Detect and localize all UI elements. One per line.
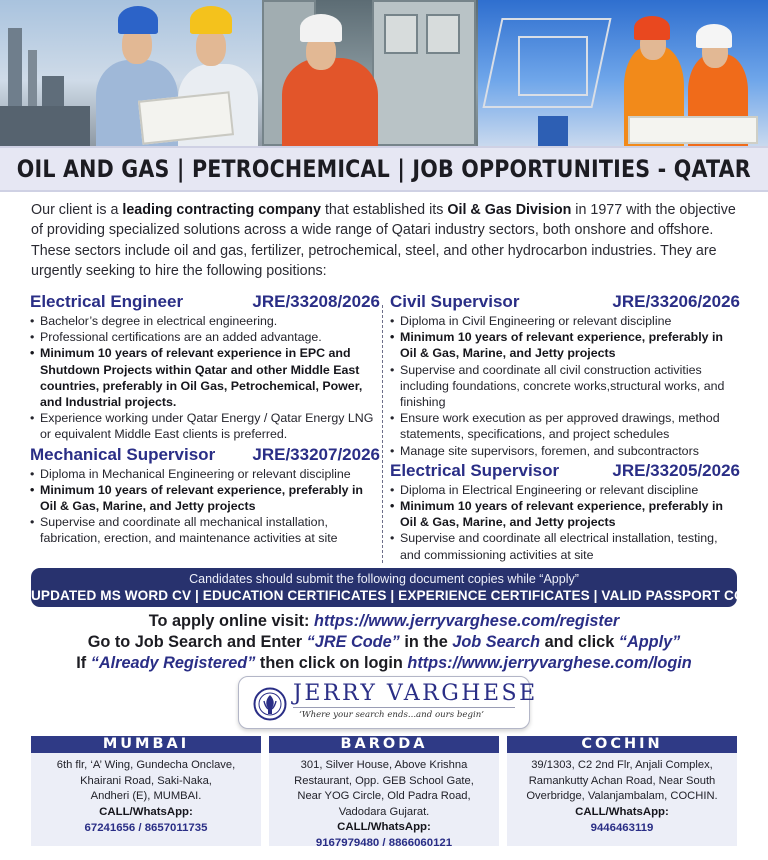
job-requirements xyxy=(30,313,380,443)
requirement-item: • Diploma in Civil Engineering or relevant discipline xyxy=(390,313,740,329)
construction-workers-photo xyxy=(478,0,768,146)
apply-line-search: Go to Job Search and Enter “JRE Code” in the Job Search and click “Apply” xyxy=(87,633,681,651)
office-phone[interactable]: 67241656 / 8657011735 xyxy=(84,821,208,834)
office-phone[interactable]: 9167979480 / 8866060121 xyxy=(315,837,453,849)
column-divider xyxy=(382,305,383,563)
requirement-item: • Diploma in Mechanical Engineering or relevant discipline xyxy=(30,466,380,482)
login-link[interactable]: https://www.jerryvarghese.com/login xyxy=(407,654,692,672)
job-requirements xyxy=(390,313,740,459)
office-city: COCHIN xyxy=(507,736,737,753)
job-title: Civil Supervisor xyxy=(390,292,520,311)
requirement-item: • Minimum 10 years of relevant experience in EPC and Shutdown Projects within Qatar and other Middle East countries, preferably in Oil Gas, Petrochemical, Power, and Industrial projects. xyxy=(30,345,380,410)
job-title: Electrical Supervisor xyxy=(390,460,560,480)
intro-paragraph: Our client is a leading contracting company that established its Oil & Gas Division in 1977 with the objective of providing specialized solutions across a wide range of Qatari industry sectors, both onshore and offshore. These sectors include oil and gas, fertilizer, petrochemical, steel, and other hydrocarbon industries. They are urgently seeking to hire the following positions: xyxy=(31,202,736,279)
job-code: JRE/33208/2026 xyxy=(252,292,380,311)
logo-rule xyxy=(293,707,515,708)
control-panel-photo xyxy=(262,0,478,146)
requirement-item: • Professional certifications are an added advantage. xyxy=(30,329,380,345)
positions-section xyxy=(24,291,742,563)
requirement-item: • Supervise and coordinate all electrical installation, testing, and commissioning activities at site xyxy=(390,530,740,562)
job-posting xyxy=(30,444,380,547)
jerry-varghese-logo xyxy=(238,676,538,729)
job-posting xyxy=(390,460,740,563)
requirement-item: • Manage site supervisors, foremen, and subcontractors xyxy=(390,443,740,459)
requirement-item: • Diploma in Electrical Engineering or relevant discipline xyxy=(390,482,740,498)
requirement-item: • Ensure work execution as per approved drawings, method statements, specifications, and project schedules xyxy=(390,410,740,442)
office-call-label: CALL/WhatsApp: xyxy=(99,805,193,818)
requirement-item: • Bachelor’s degree in electrical engineering. xyxy=(30,313,380,329)
job-code: JRE/33205/2026 xyxy=(612,460,740,480)
jerry-varghese-emblem-icon xyxy=(253,687,287,721)
apply-line-register: To apply online visit: https://www.jerryvarghese.com/register xyxy=(148,612,620,630)
office-city: MUMBAI xyxy=(31,736,261,753)
requirement-item: • Supervise and coordinate all mechanical installation, fabrication, erection, and maintenance activities at site xyxy=(30,514,380,546)
photo-banner xyxy=(0,0,768,146)
refinery-photo xyxy=(0,0,262,146)
documents-box xyxy=(31,568,763,607)
requirement-item: • Minimum 10 years of relevant experience, preferably in Oil & Gas, Marine, and Jetty projects xyxy=(30,482,380,514)
positions-right-column xyxy=(390,291,740,564)
office-mumbai xyxy=(31,736,261,846)
job-requirements xyxy=(30,466,380,547)
requirement-item: • Minimum 10 years of relevant experience, preferably in Oil & Gas, Marine, and Jetty projects xyxy=(390,329,740,361)
documents-intro: Candidates should submit the following document copies while “Apply” xyxy=(189,572,579,586)
register-link[interactable]: https://www.jerryvarghese.com/register xyxy=(314,612,620,630)
job-header xyxy=(390,460,740,482)
office-address: 301, Silver House, Above Krishna Restaurant, Opp. GEB School Gate, Near YOG Circle, Old Padra Road, Vadodara Gujarat. xyxy=(294,759,474,818)
documents-list: UPDATED MS WORD CV | EDUCATION CERTIFICATES | EXPERIENCE CERTIFICATES | VALID PASSPORT COPY xyxy=(31,588,763,603)
office-baroda xyxy=(269,736,499,849)
page-title: OIL AND GAS | PETROCHEMICAL | JOB OPPORTUNITIES - QATAR xyxy=(16,155,752,183)
job-posting xyxy=(30,291,380,443)
office-call-label: CALL/WhatsApp: xyxy=(337,821,431,833)
requirement-item: • Experience working under Qatar Energy / Qatar Energy LNG or equivalent Middle East clients is preferred. xyxy=(30,410,380,442)
job-title: Electrical Engineer xyxy=(30,292,184,311)
job-header xyxy=(30,291,380,313)
office-city: BARODA xyxy=(269,736,499,753)
office-cochin xyxy=(507,736,737,846)
job-code: JRE/33207/2026 xyxy=(252,444,380,464)
job-code: JRE/33206/2026 xyxy=(612,292,740,311)
job-requirements xyxy=(390,482,740,563)
logo-tagline: ‘Where your search ends...and ours begin’ xyxy=(299,710,485,720)
office-address: 39/1303, C2 2nd Flr, Anjali Complex, Ramankutty Achan Road, Near South Overbridge, Valanjambalam, COCHIN. xyxy=(526,759,718,802)
requirement-item: • Supervise and coordinate all civil construction activities including foundations, concrete works,structural works, and finishing xyxy=(390,362,740,411)
job-header xyxy=(30,444,380,466)
headline-bar xyxy=(0,146,768,192)
apply-line-login: If “Already Registered” then click on login https://www.jerryvarghese.com/login xyxy=(76,654,692,672)
requirement-item: • Minimum 10 years of relevant experience, preferably in Oil & Gas, Marine, and Jetty projects xyxy=(390,498,740,530)
logo-name: JERRY VARGHESE xyxy=(293,681,538,706)
job-posting xyxy=(390,291,740,459)
job-header xyxy=(390,291,740,313)
job-title: Mechanical Supervisor xyxy=(30,444,216,464)
apply-instructions xyxy=(0,611,768,674)
office-phone[interactable]: 9446463119 xyxy=(590,821,654,834)
office-address: 6th flr, ‘A’ Wing, Gundecha Onclave, Khairani Road, Saki-Naka, Andheri (E), MUMBAI. xyxy=(56,759,236,802)
office-call-label: CALL/WhatsApp: xyxy=(575,805,669,818)
positions-left-column xyxy=(30,291,380,548)
